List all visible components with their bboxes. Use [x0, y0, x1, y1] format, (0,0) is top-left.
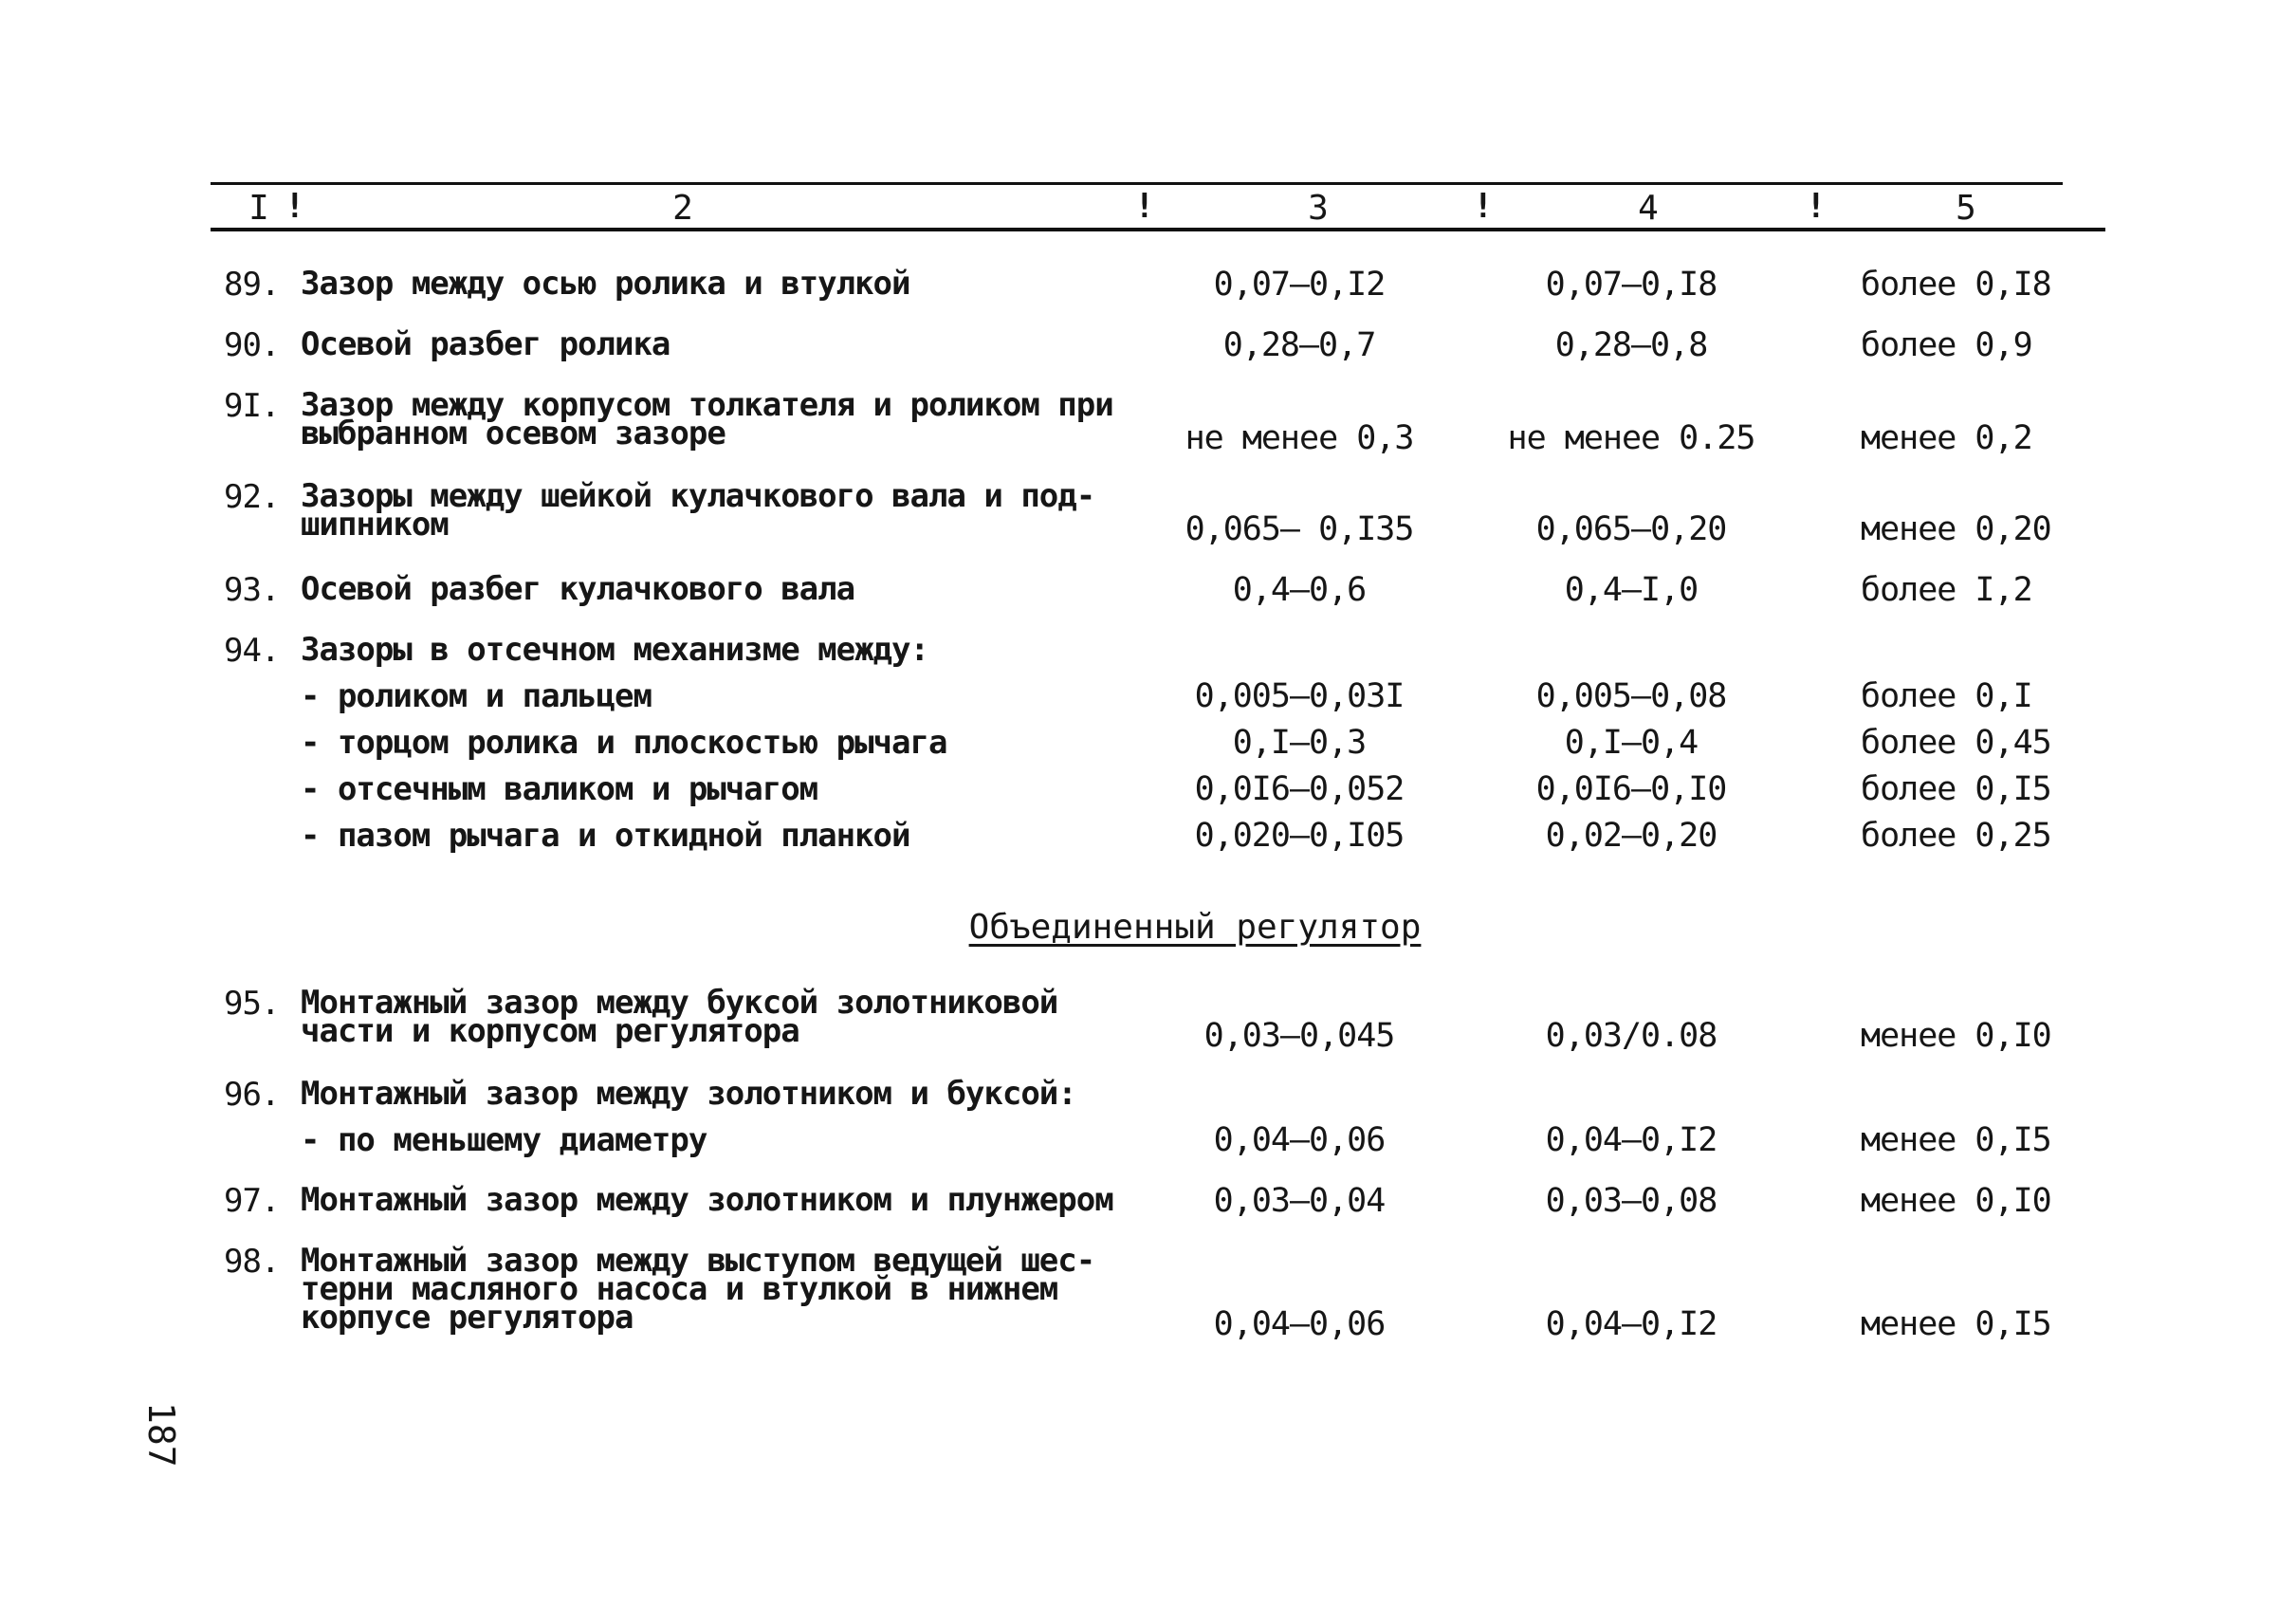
subrow-description: - роликом и пальцем: [301, 677, 652, 715]
row-value-col4: 0,28–0,8: [1554, 326, 1708, 364]
row-description: Монтажный зазор между золотником и буксой:: [301, 1075, 1076, 1113]
row-value-col3: 0,020–0,I05: [1194, 817, 1405, 855]
row-value-col3: 0,04–0,06: [1213, 1305, 1386, 1343]
row-value-col5: менее 0,I5: [1861, 1305, 2051, 1343]
row-description: Монтажный зазор между золотником и плунжером: [301, 1181, 1113, 1219]
row-description: Зазоры в отсечном механизме между:: [301, 631, 928, 669]
page-number: 187: [140, 1402, 182, 1467]
row-value-col5: более 0,I8: [1861, 266, 2051, 304]
row-description: Монтажный зазор между буксой золотниковой части и корпусом регулятора: [301, 984, 1058, 1050]
row-number: 90.: [224, 326, 280, 364]
row-value-col4: 0,02–0,20: [1545, 817, 1717, 855]
row-value-col4: 0,03–0,08: [1545, 1182, 1717, 1220]
row-description: Зазор между осью ролика и втулкой: [301, 265, 910, 303]
row-value-col5: более 0,I: [1861, 677, 2032, 715]
subrow-description: - пазом рычага и откидной планкой: [301, 817, 910, 855]
subrow-description: - по меньшему диаметру: [301, 1121, 707, 1159]
row-value-col5: более 0,9: [1861, 326, 2032, 364]
subrow-description: - отсечным валиком и рычагом: [301, 770, 818, 808]
row-value-col4: не менее 0.25: [1507, 419, 1755, 457]
header-separator: !: [1134, 187, 1155, 226]
row-description: Зазор между корпусом толкателя и роликом при выбранном осевом зазоре: [301, 386, 1113, 452]
row-value-col5: менее 0,2: [1861, 419, 2032, 457]
row-value-col5: более I,2: [1861, 571, 2032, 609]
row-number: 96.: [224, 1076, 280, 1114]
row-number: 97.: [224, 1182, 280, 1220]
row-value-col3: 0,005–0,03I: [1194, 677, 1405, 715]
header-col-3: 3: [1308, 189, 1329, 228]
row-value-col3: 0,28–0,7: [1222, 326, 1376, 364]
row-number: 9I.: [224, 387, 280, 425]
row-value-col5: менее 0,I0: [1861, 1182, 2051, 1220]
row-value-col3: 0,065– 0,I35: [1185, 510, 1414, 548]
row-value-col3: 0,04–0,06: [1213, 1121, 1386, 1159]
row-value-col4: 0,04–0,I2: [1545, 1121, 1717, 1159]
header-col-5: 5: [1956, 189, 1976, 228]
section-title: Объединенный регулятор: [968, 908, 1422, 947]
row-number: 95.: [224, 985, 280, 1023]
header-col-4: 4: [1638, 189, 1659, 228]
row-number: 92.: [224, 478, 280, 516]
row-number: 98.: [224, 1243, 280, 1281]
header-separator: !: [1806, 187, 1827, 226]
row-value-col5: менее 0,I0: [1861, 1017, 2051, 1055]
row-value-col5: более 0,45: [1861, 724, 2051, 762]
row-value-col4: 0,07–0,I8: [1545, 266, 1717, 304]
header-bottom-rule: [211, 228, 2105, 231]
row-value-col3: 0,03–0,04: [1213, 1182, 1386, 1220]
row-value-col4: 0,03/0.08: [1545, 1017, 1717, 1055]
row-value-col4: 0,I–0,4: [1564, 724, 1699, 762]
row-value-col3: 0,07–0,I2: [1213, 266, 1386, 304]
row-value-col3: 0,03–0,045: [1203, 1017, 1395, 1055]
header-col-1: I: [248, 189, 269, 228]
row-value-col4: 0,065–0,20: [1535, 510, 1727, 548]
row-value-col5: менее 0,I5: [1861, 1121, 2051, 1159]
row-value-col4: 0,0I6–0,I0: [1535, 770, 1727, 808]
row-value-col5: менее 0,20: [1861, 510, 2051, 548]
row-description: Зазоры между шейкой кулачкового вала и под- шипником: [301, 477, 1095, 544]
row-value-col3: 0,0I6–0,052: [1194, 770, 1405, 808]
row-value-col4: 0,005–0,08: [1535, 677, 1727, 715]
row-value-col3: 0,I–0,3: [1232, 724, 1367, 762]
row-value-col3: не менее 0,3: [1185, 419, 1414, 457]
subrow-description: - торцом ролика и плоскостью рычага: [301, 724, 947, 762]
header-separator: !: [1473, 187, 1494, 226]
header-separator: !: [285, 187, 305, 226]
header-col-2: 2: [672, 189, 693, 228]
row-description: Монтажный зазор между выступом ведущей шес- терни масляного насоса и втулкой в нижнем корпусе регулятора: [301, 1242, 1095, 1337]
row-number: 93.: [224, 571, 280, 609]
row-description: Осевой разбег ролика: [301, 325, 670, 363]
row-value-col4: 0,4–I,0: [1564, 571, 1699, 609]
row-number: 94.: [224, 632, 280, 670]
row-value-col5: более 0,I5: [1861, 770, 2051, 808]
row-description: Осевой разбег кулачкового вала: [301, 570, 855, 608]
header-top-rule: [211, 182, 2063, 185]
row-value-col3: 0,4–0,6: [1232, 571, 1367, 609]
row-value-col5: более 0,25: [1861, 817, 2051, 855]
row-number: 89.: [224, 266, 280, 304]
row-value-col4: 0,04–0,I2: [1545, 1305, 1717, 1343]
